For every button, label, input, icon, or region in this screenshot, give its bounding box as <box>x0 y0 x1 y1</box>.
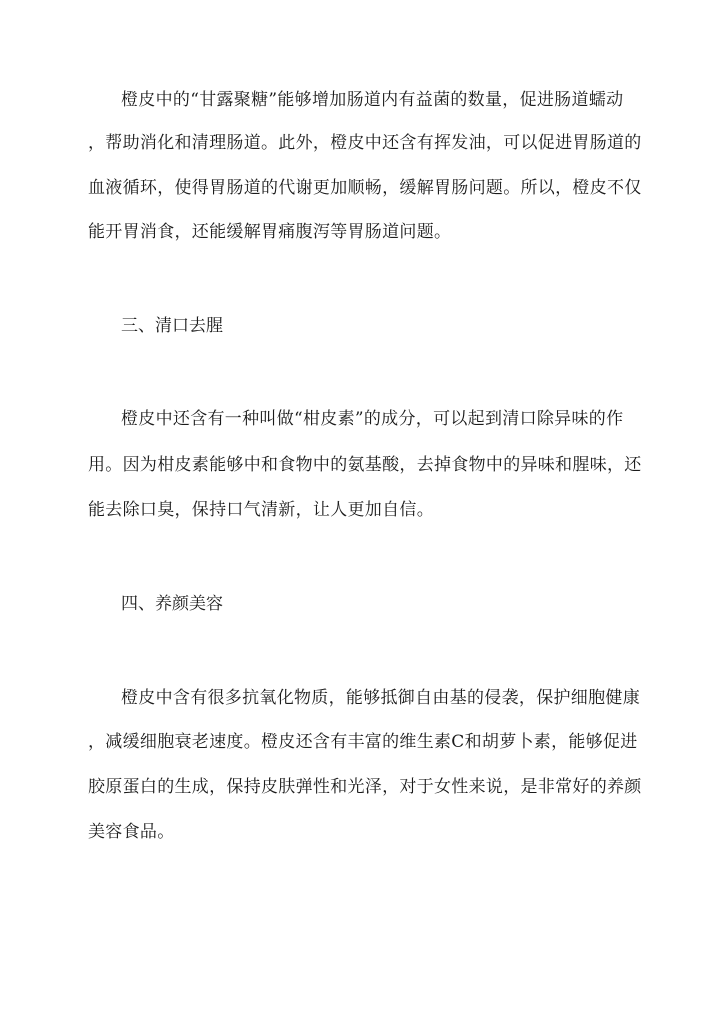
paragraph-line: 能去除口臭，保持口气清新，让人更加自信。 <box>88 500 434 520</box>
section-heading-3: 三、清口去腥 <box>121 316 223 336</box>
paragraph-line: 血液循环，使得胃肠道的代谢更加顺畅，缓解胃肠问题。所以，橙皮不仅 <box>88 178 642 198</box>
paragraph-line: 橙皮中还含有一种叫做“柑皮素”的成分，可以起到清口除异味的作 <box>121 409 624 429</box>
paragraph-line: 橙皮中的“甘露聚糖”能够增加肠道内有益菌的数量，促进肠道蠕动 <box>121 90 624 110</box>
paragraph-line: 美容食品。 <box>88 822 175 842</box>
paragraph-line: 橙皮中含有很多抗氧化物质，能够抵御自由基的侵袭，保护细胞健康 <box>121 688 640 708</box>
paragraph-line: 胶原蛋白的生成，保持皮肤弹性和光泽，对于女性来说，是非常好的养颜 <box>88 777 642 797</box>
paragraph-line: 用。因为柑皮素能够中和食物中的氨基酸，去掉食物中的异味和腥味，还 <box>88 455 642 475</box>
section-heading-4: 四、养颜美容 <box>121 594 223 614</box>
paragraph-line: ，减缓细胞衰老速度。橙皮还含有丰富的维生素C和胡萝卜素，能够促进 <box>88 732 638 752</box>
paragraph-line: 能开胃消食，还能缓解胃痛腹泻等胃肠道问题。 <box>88 222 452 242</box>
paragraph-line: ，帮助消化和清理肠道。此外，橙皮中还含有挥发油，可以促进胃肠道的 <box>88 133 642 153</box>
